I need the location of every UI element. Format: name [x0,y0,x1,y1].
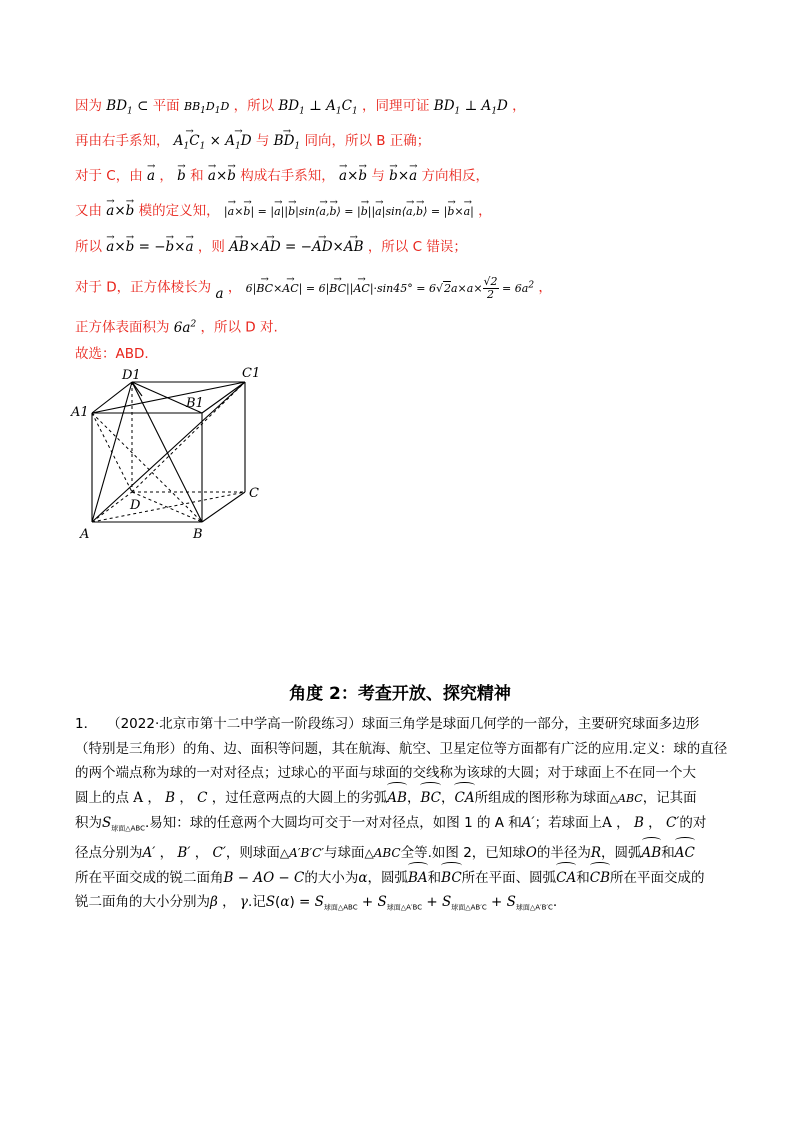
problem-line-8: 锐二面角的大小分别为β ， γ.记$S(\alpha) = S_{球面\triangle ABC} + S_{球面\triangle A'BC} + S_{球面\triangle AB'C} + S_{球面\triangle A'B'C}$. [75,894,558,912]
solution-line-1: 因为 $BD_1$ ⊂ 平面 $BB_1D_1D$ ，所以 $BD_1$ ⊥ $A_1C_1$ ，同理可证 $BD_1$ ⊥ $A_1D$ ， [75,98,526,117]
solution-answer: 故选：ABD. [75,346,149,362]
solution-line-4: 又由 → a×→ b 模的定义知， |→ a×→ b| = |→ a||→ b|sin⟨→ a,→ b⟩ = |→ b||→ a|sin⟨→ a,→ b⟩ = |→ b×→ a| ， [75,202,492,221]
label-C: C [249,486,259,501]
solution-line-7: 正方体表面积为 $6a^2$ ，所以 D 对. [75,319,278,336]
problem-line-5: 积为$S_{球面\triangle ABC}$.易知：球的任意两个大圆均可交于一对对径点，如图 1 的 A 和A′；若球面上A ， B ， C′的对 [75,815,707,833]
label-A: A [80,527,90,542]
label-C1: C1 [242,366,261,381]
cube-figure [70,360,270,545]
problem-line-7: 所在平面交成的锐二面角B − AO − C的大小为α，圆弧BA和BC所在平面、圆弧CA和CB所在平面交成的 [75,866,730,891]
label-D: D [130,498,141,513]
solution-line-2: 再由右手系知， → $A_1C_1$ × → $A_1D$ 与 → $BD_1$ 同向，所以 B 正确； [75,132,430,156]
label-B: B [193,527,203,542]
problem-line-6: 径点分别为A′ ， B′ ， C′，则球面△A′B′C′与球面△ABC全等.如图 2，已知球O的半径为R，圆弧AB和AC [75,841,730,866]
solution-line-3: 对于 C，由 → a ， → b 和 → a×→ b 构成右手系知， → a×→ b 与 → b×→ a 方向相反， [75,167,489,185]
problem-line-3: 的两个端点称为球的一对对径点；过球心的平面与球面的交线称为该球的大圆；对于球面上不在同一个大 [75,765,696,781]
section-title: 角度 2：考查开放、探究精神 [289,684,511,704]
solution-line-6: 对于 D，正方体棱长为 a ， 6|→ BC×→ AC| = 6|→ BC||→ AC|·sin45° = 6√2a×a× $\frac{√2}{2}$ = $6a^2$ ， [75,276,552,301]
label-D1: D1 [122,368,141,383]
problem-line-4: 圆上的点 A ， B ， C ，过任意两点的大圆上的劣弧AB，BC，CA所组成的图形称为球面△ABC，记其面 [75,786,730,812]
problem-line-2: （特别是三角形）的角、边、面积等问题，其在航海、航空、卫星定位等方面都有广泛的应用.定义：球的直径 [75,740,728,757]
label-B1: B1 [186,396,204,411]
label-A1: A1 [71,405,89,420]
solution-line-5: 所以 → a×→ b = −→ b×→ a ，则 → AB×→ AD = −→ AD×→ AB ，所以 C 错误； [75,238,467,256]
problem-1 [75,712,730,920]
problem-line-1: 1． （2022·北京市第十二中学高一阶段练习）球面三角学是球面几何学的一部分，主要研究球面多边形 [75,716,700,732]
